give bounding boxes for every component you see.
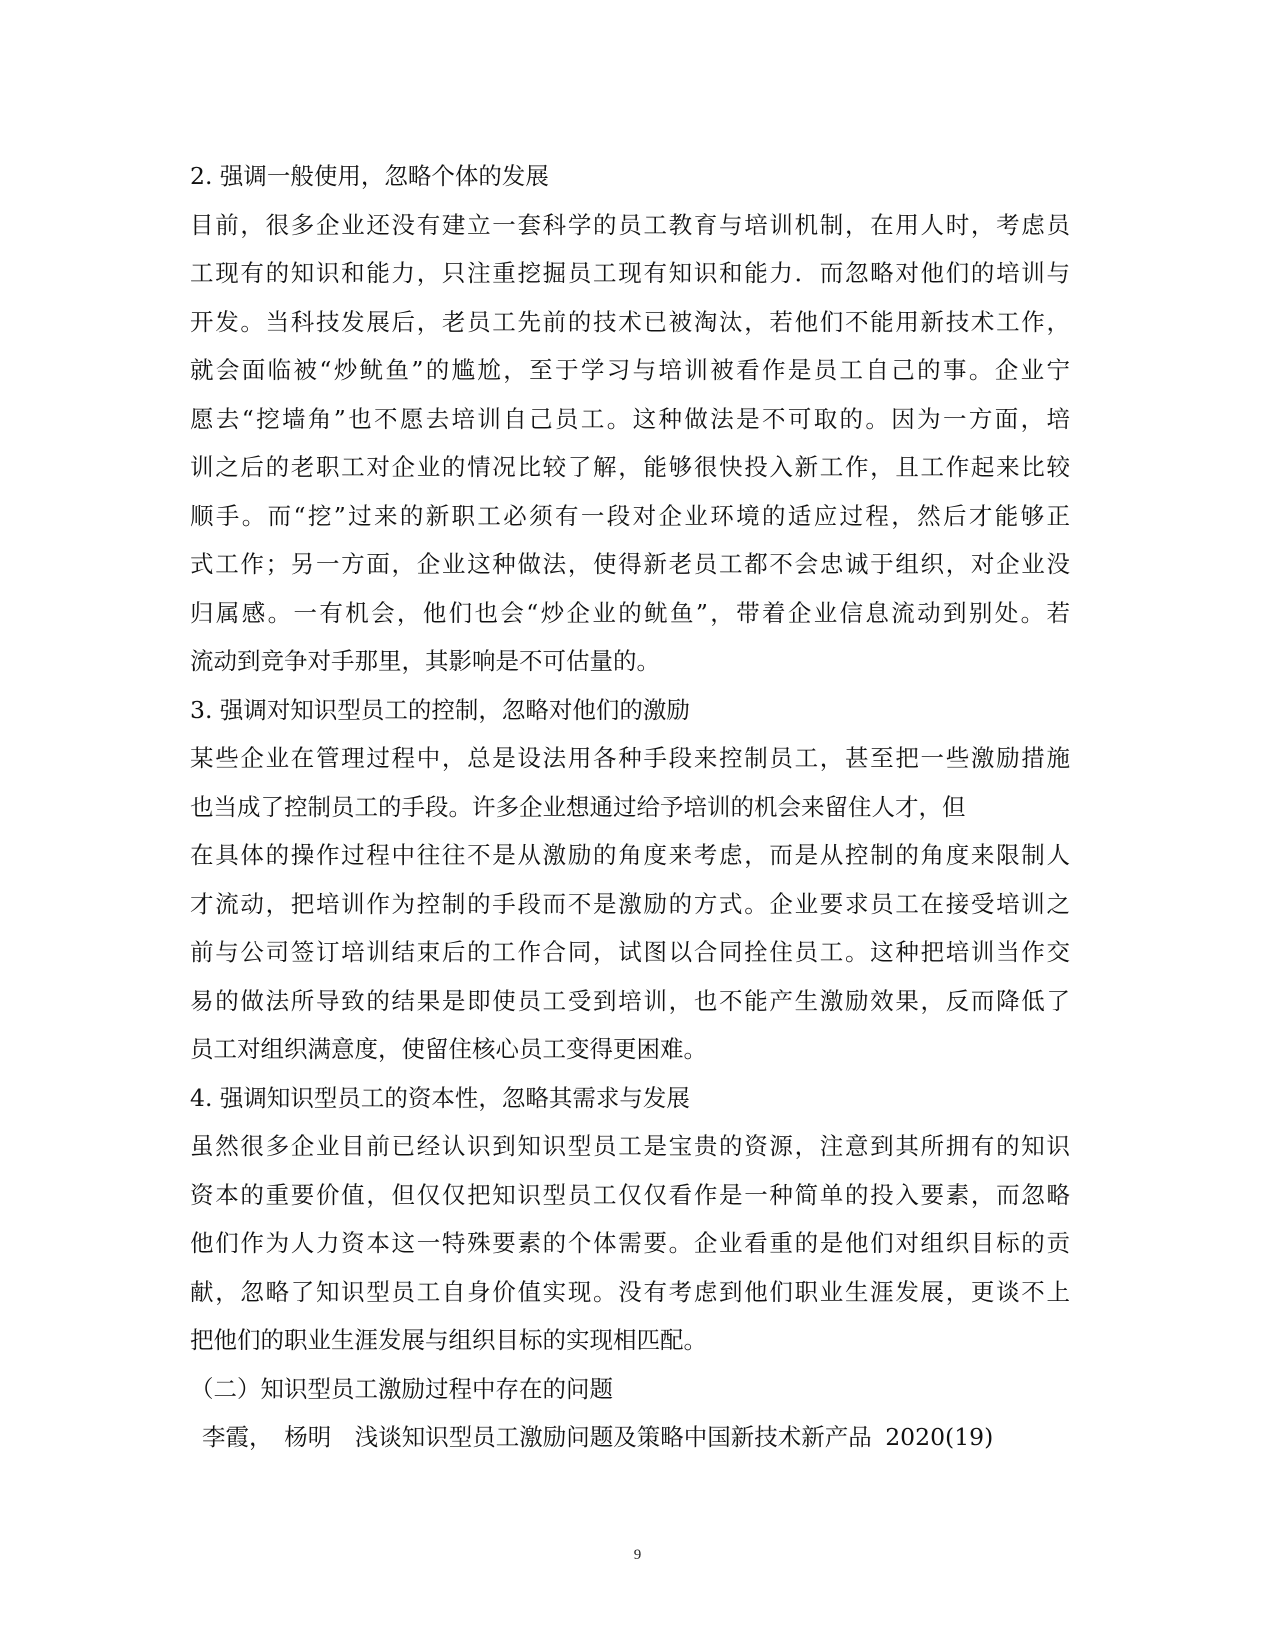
- paragraph-line: 员工对组织满意度，使留住核心员工变得更困难。: [190, 1035, 707, 1063]
- paragraph-line: 愿去“挖墙角”也不愿去培训自己员工。这种做法是不可取的。因为一方面，培: [190, 404, 1070, 433]
- paragraph-line: 他们作为人力资本这一特殊要素的个体需要。企业看重的是他们对组织目标的贡: [190, 1229, 1070, 1257]
- paragraph-line: 在具体的操作过程中往往不是从激励的角度来考虑，而是从控制的角度来限制人: [190, 841, 1070, 869]
- paragraph-line: 前与公司签订培训结束后的工作合同，试图以合同拴住员工。这种把培训当作交: [190, 938, 1070, 966]
- paragraph-line: 某些企业在管理过程中，总是设法用各种手段来控制员工，甚至把一些激励措施: [190, 744, 1070, 772]
- section-heading-2: 2. 强调一般使用，忽略个体的发展: [190, 162, 549, 190]
- paragraph-line: 归属感。一有机会，他们也会“炒企业的鱿鱼”，带着企业信息流动到别处。若: [190, 598, 1070, 627]
- paragraph-line: 式工作；另一方面，企业这种做法，使得新老员工都不会忠诚于组织，对企业没: [190, 550, 1070, 578]
- section-heading-3: 3. 强调对知识型员工的控制，忽略对他们的激励: [190, 695, 690, 724]
- paragraph-line: 工现有的知识和能力，只注重挖掘员工现有知识和能力．而忽略对他们的培训与: [190, 259, 1070, 287]
- section-heading-4: 4. 强调知识型员工的资本性，忽略其需求与发展: [190, 1083, 690, 1112]
- paragraph-line: 也当成了控制员工的手段。许多企业想通过给予培训的机会来留住人才，但: [190, 792, 966, 821]
- paragraph-line: 易的做法所导致的结果是即使员工受到培训，也不能产生激励效果，反而降低了: [190, 986, 1070, 1015]
- paragraph-line: 就会面临被“炒鱿鱼”的尴尬，至于学习与培训被看作是员工自己的事。企业宁: [190, 356, 1070, 384]
- paragraph-line: 才流动，把培训作为控制的手段而不是激励的方式。企业要求员工在接受培训之: [190, 889, 1070, 918]
- paragraph-line: 虽然很多企业目前已经认识到知识型员工是宝贵的资源，注意到其所拥有的知识: [190, 1132, 1070, 1160]
- paragraph-line: 开发。当科技发展后，老员工先前的技术已被淘汰，若他们不能用新技术工作，: [190, 307, 1070, 336]
- page-number: 9: [633, 1547, 642, 1563]
- paragraph-line: 献，忽略了知识型员工自身价值实现。没有考虑到他们职业生涯发展，更谈不上: [190, 1277, 1070, 1306]
- subsection-heading: （二）知识型员工激励过程中存在的问题: [190, 1374, 613, 1403]
- paragraph-line: 目前，很多企业还没有建立一套科学的员工教育与培训机制，在用人时，考虑员: [190, 210, 1070, 239]
- paragraph-line: 把他们的职业生涯发展与组织目标的实现相匹配。: [190, 1326, 707, 1354]
- paragraph-line: 训之后的老职工对企业的情况比较了解，能够很快投入新工作，且工作起来比较: [190, 453, 1070, 481]
- reference-citation: 李霞， 杨明 浅谈知识型员工激励问题及策略中国新技术新产品 2020(19): [202, 1423, 994, 1451]
- page-body: [190, 152, 1070, 1462]
- paragraph-line: 流动到竞争对手那里，其影响是不可估量的。: [190, 647, 660, 675]
- paragraph-line: 顺手。而“挖”过来的新职工必须有一段对企业环境的适应过程，然后才能够正: [190, 501, 1070, 530]
- paragraph-line: 资本的重要价值，但仅仅把知识型员工仅仅看作是一种简单的投入要素，而忽略: [190, 1180, 1070, 1209]
